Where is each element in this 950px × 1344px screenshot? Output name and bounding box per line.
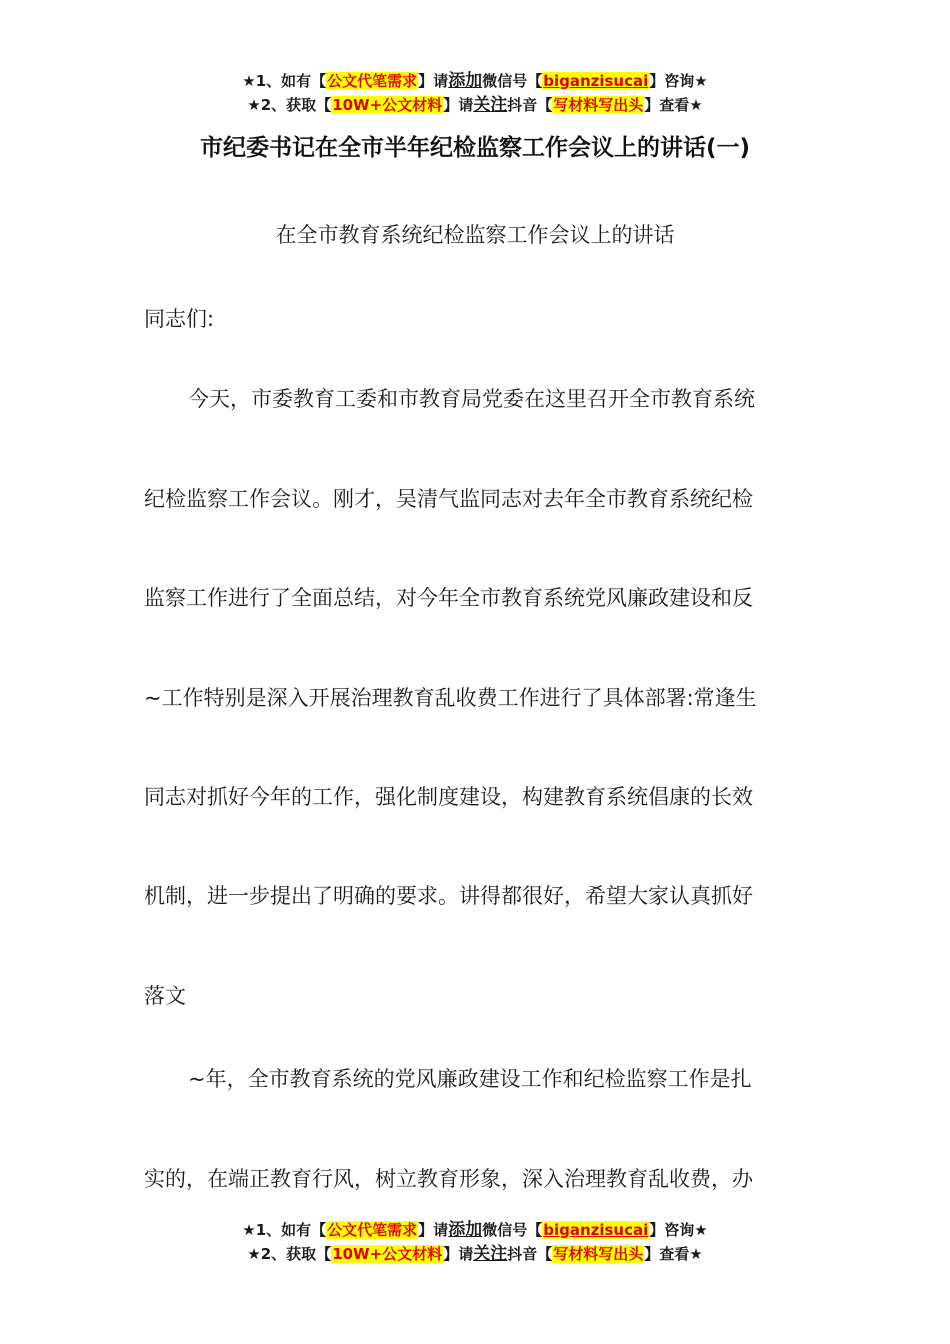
- promo-emphasis: 添加: [448, 1220, 483, 1240]
- promo-line-1: [0, 1218, 950, 1242]
- promo-text: 】请: [443, 1245, 474, 1263]
- promo-douyin-account[interactable]: 写材料写出头: [553, 96, 644, 114]
- paragraph-line: 落文: [144, 984, 186, 1008]
- salutation: 同志们:: [144, 307, 215, 331]
- paragraph-line: 监察工作进行了全面总结，对今年全市教育系统党风廉政建设和反: [144, 586, 753, 610]
- paragraph-line: 实的，在端正教育行风，树立教育形象，深入治理教育乱收费，办: [144, 1167, 753, 1191]
- promo-wechat-id[interactable]: biganzisucai: [543, 72, 649, 90]
- promo-text: 】请: [443, 96, 474, 114]
- promo-text: 抖音【: [507, 1245, 553, 1263]
- document-subtitle: 在全市教育系统纪检监察工作会议上的讲话: [275, 223, 675, 247]
- promo-wechat-id[interactable]: biganzisucai: [543, 1221, 649, 1239]
- promo-banner-bottom: [0, 1218, 950, 1266]
- promo-text: 】咨询★: [649, 1221, 708, 1239]
- promo-highlight-materials: 10W+公文材料: [332, 1245, 443, 1263]
- promo-text: ★1、如有【: [242, 72, 327, 90]
- promo-text: ★2、获取【: [247, 1245, 332, 1263]
- promo-text: ★2、获取【: [247, 96, 332, 114]
- paragraph-line: 机制，进一步提出了明确的要求。讲得都很好，希望大家认真抓好: [144, 884, 753, 908]
- promo-text: 微信号【: [482, 72, 543, 90]
- promo-text: 】咨询★: [649, 72, 708, 90]
- promo-text: 抖音【: [507, 96, 553, 114]
- promo-line-2: [0, 93, 950, 117]
- promo-text: 】请: [418, 72, 449, 90]
- promo-text: 】查看★: [644, 96, 703, 114]
- paragraph-line: ~工作特别是深入开展治理教育乱收费工作进行了具体部署:常逢生: [144, 686, 757, 710]
- promo-emphasis: 添加: [448, 71, 483, 91]
- promo-text: 】查看★: [644, 1245, 703, 1263]
- promo-highlight-service: 公文代笔需求: [327, 1221, 418, 1239]
- paragraph-line: 今天，市委教育工委和市教育局党委在这里召开全市教育系统: [188, 387, 755, 411]
- promo-douyin-account[interactable]: 写材料写出头: [553, 1245, 644, 1263]
- promo-emphasis: 关注: [473, 1244, 508, 1264]
- promo-line-2: [0, 1242, 950, 1266]
- paragraph-line: ~年，全市教育系统的党风廉政建设工作和纪检监察工作是扎: [188, 1067, 752, 1091]
- promo-emphasis: 关注: [473, 95, 508, 115]
- promo-banner-top: [0, 69, 950, 117]
- document-title: 市纪委书记在全市半年纪检监察工作会议上的讲话(一): [199, 135, 751, 161]
- promo-text: ★1、如有【: [242, 1221, 327, 1239]
- promo-text: 微信号【: [482, 1221, 543, 1239]
- paragraph-line: 同志对抓好今年的工作，强化制度建设，构建教育系统倡康的长效: [144, 785, 753, 809]
- promo-text: 】请: [418, 1221, 449, 1239]
- promo-highlight-service: 公文代笔需求: [327, 72, 418, 90]
- promo-highlight-materials: 10W+公文材料: [332, 96, 443, 114]
- promo-line-1: [0, 69, 950, 93]
- paragraph-line: 纪检监察工作会议。刚才，吴清气监同志对去年全市教育系统纪检: [144, 487, 753, 511]
